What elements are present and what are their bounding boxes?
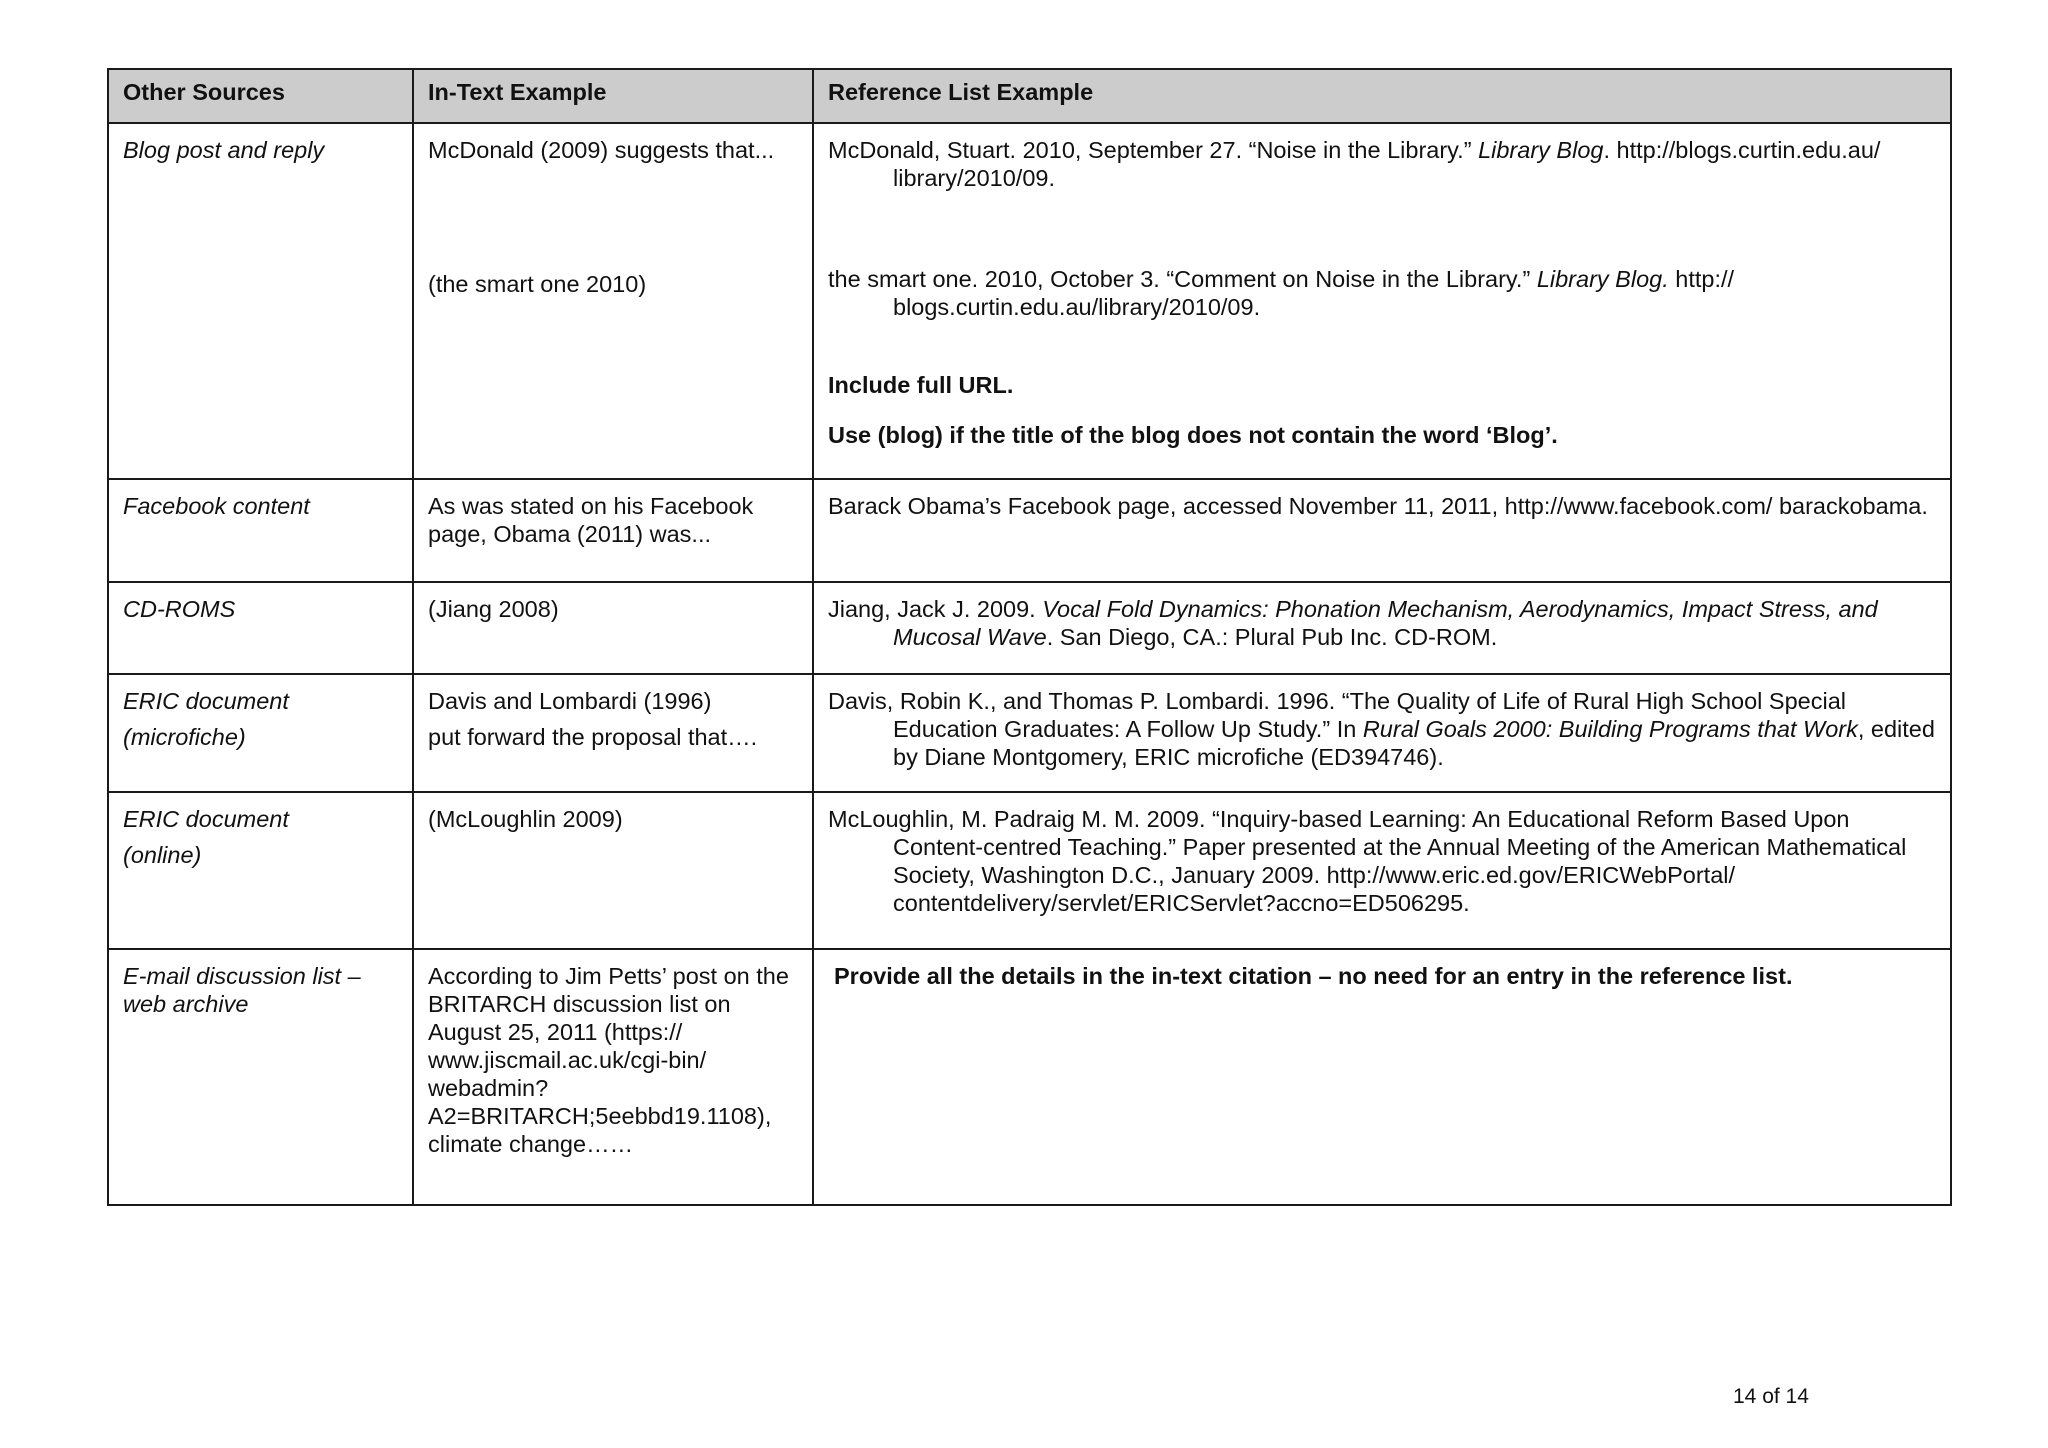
- reference-text: McDonald, Stuart. 2010, September 27. “Noise in the Library.”: [828, 137, 1479, 163]
- reference-text: http:// blogs.curtin.edu.au/library/2010/09.: [893, 266, 1735, 320]
- reference-entry: [828, 595, 1936, 651]
- in-text-example: McDonald (2009) suggests that...: [428, 137, 775, 163]
- source-label: (online): [123, 842, 202, 868]
- reference-entry: [828, 687, 1936, 771]
- page-number: 14 of 14: [1733, 1385, 1809, 1408]
- source-label: (microfiche): [123, 724, 246, 750]
- table-row: [108, 123, 1951, 479]
- reference-cell: [813, 674, 1951, 792]
- reference-entry: [828, 265, 1936, 321]
- citation-table: [107, 68, 1952, 1206]
- table-row: [108, 582, 1951, 674]
- reference-entry: McLoughlin, M. Padraig M. M. 2009. “Inquiry-based Learning: An Educational Reform Based Upon Content-centred Teaching.” Paper presented at the Annual Meeting of the American Mathematical Society, Washington D.C., January 2009. http://www.eric.ed.gov/ERICWebPortal/ contentdelivery/servlet/ERICServlet?accno=ED506295.: [828, 806, 1907, 916]
- reference-text: Davis, Robin K., and Thomas P. Lombardi. 1996. “The Quality of Life of Rural High School Special Education Graduates: A Follow Up Study.” In: [828, 688, 1847, 742]
- table-row: [108, 949, 1951, 1205]
- in-text-cell: (McLoughlin 2009): [413, 792, 813, 949]
- source-cell: Blog post and reply: [108, 123, 413, 479]
- reference-title: Library Blog: [1478, 137, 1604, 163]
- reference-text: . San Diego, CA.: Plural Pub Inc. CD-ROM.: [1046, 624, 1498, 650]
- in-text-cell: (Jiang 2008): [413, 582, 813, 674]
- source-label: ERIC document: [123, 806, 289, 832]
- reference-cell: Provide all the details in the in-text citation – no need for an entry in the reference list.: [813, 949, 1951, 1205]
- reference-entry: Barack Obama’s Facebook page, accessed November 11, 2011, http://www.facebook.com/ barackobama.: [828, 493, 1928, 519]
- reference-title: Rural Goals 2000: Building Programs that Work: [1362, 716, 1858, 742]
- reference-cell: [813, 479, 1951, 582]
- source-cell: Facebook content: [108, 479, 413, 582]
- reference-cell: [813, 582, 1951, 674]
- in-text-example: (the smart one 2010): [428, 271, 647, 297]
- header-reference-list-example: Reference List Example: [813, 69, 1951, 123]
- reference-text: , edited by Diane Montgomery, ERIC microfiche (ED394746).: [893, 716, 1935, 770]
- source-cell: [108, 792, 413, 949]
- reference-note: Use (blog) if the title of the blog does not contain the word ‘Blog’.: [828, 422, 1558, 448]
- source-cell: CD-ROMS: [108, 582, 413, 674]
- reference-text: Jiang, Jack J. 2009.: [828, 596, 1043, 622]
- in-text-example: put forward the proposal that….: [428, 724, 758, 750]
- reference-note: Include full URL.: [828, 372, 1014, 398]
- reference-cell: [813, 123, 1951, 479]
- table-row: [108, 479, 1951, 582]
- in-text-cell: [413, 123, 813, 479]
- in-text-cell: [413, 674, 813, 792]
- table-row: [108, 674, 1951, 792]
- source-cell: E-mail discussion list – web archive: [108, 949, 413, 1205]
- reference-title: Library Blog.: [1536, 266, 1669, 292]
- reference-title: Vocal Fold Dynamics: Phonation Mechanism, Aerodynamics, Impact Stress, and Mucosal Wave: [893, 596, 1878, 650]
- source-label: ERIC document: [123, 688, 289, 714]
- table-header-row: [108, 69, 1951, 123]
- reference-text: . http://blogs.curtin.edu.au/ library/2010/09.: [893, 137, 1881, 191]
- source-cell: [108, 674, 413, 792]
- header-in-text-example: In-Text Example: [413, 69, 813, 123]
- reference-entry: [828, 136, 1936, 192]
- reference-cell: [813, 792, 1951, 949]
- reference-text: the smart one. 2010, October 3. “Comment on Noise in the Library.”: [828, 266, 1537, 292]
- in-text-cell: As was stated on his Facebook page, Obama (2011) was...: [413, 479, 813, 582]
- in-text-example: Davis and Lombardi (1996): [428, 688, 712, 714]
- in-text-cell: According to Jim Petts’ post on the BRITARCH discussion list on August 25, 2011 (https:// www.jiscmail.ac.uk/cgi-bin/ webadmin? A2=BRITARCH;5eebbd19.1108), climate change……: [413, 949, 813, 1205]
- table-row: [108, 792, 1951, 949]
- header-other-sources: Other Sources: [108, 69, 413, 123]
